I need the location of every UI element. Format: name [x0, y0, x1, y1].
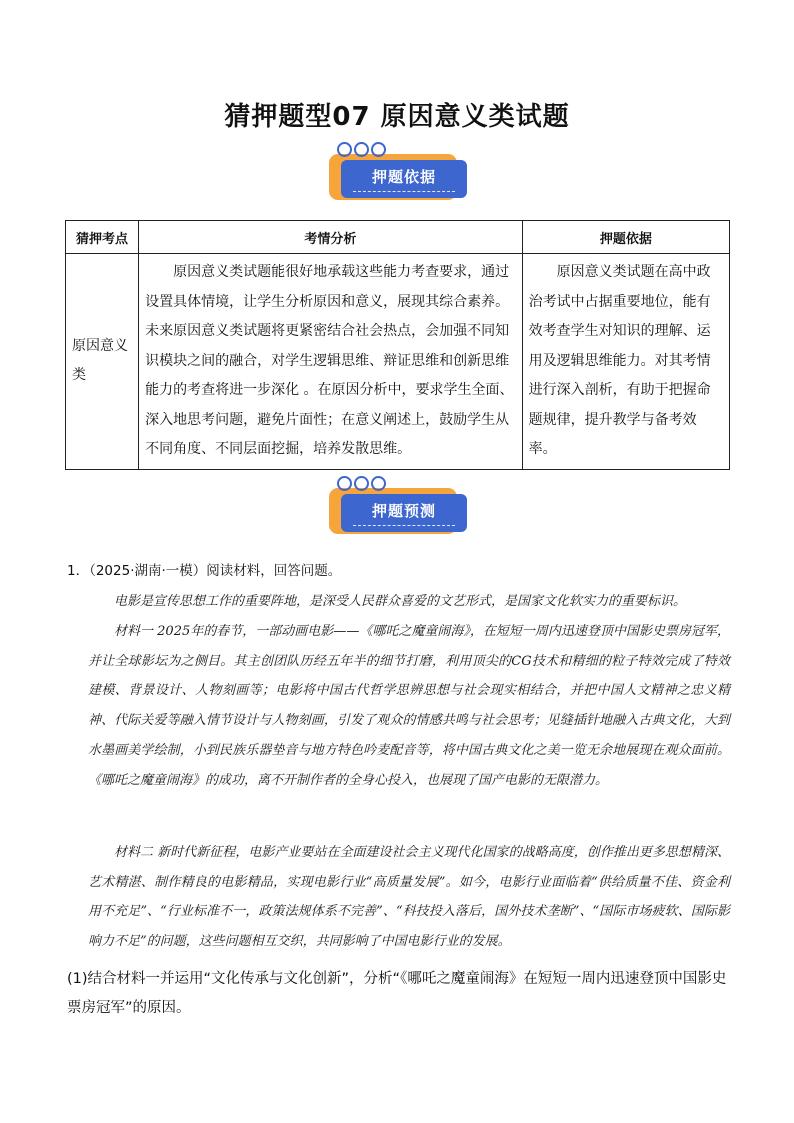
section-banner-basis: [327, 146, 467, 210]
ring-decoration-icon: [337, 476, 388, 495]
material-two: 材料二 新时代新征程，电影产业要站在全面建设社会主义现代化国家的战略高度，创作推出更多思想精深、艺术精湛、制作精良的电影精品，实现电影行业“高质量发展”。如今，电影行业面临着“供给质量不佳、资金利用不充足”、“行业标准不一，政策法规体系不完善”、“科技投入落后，国外技术垄断”、“国际市场疲软、国际影响力不足”的问题，这些问题相互交织，共同影响了中国电影行业的发展。: [88, 845, 730, 950]
cell-topic: 原因意义类: [66, 254, 139, 470]
header-analysis: 考情分析: [139, 221, 523, 254]
section-banner-prediction: [327, 480, 467, 544]
table-row: [66, 254, 730, 470]
cell-analysis: 原因意义类试题能很好地承载这些能力考查要求，通过设置具体情境，让学生分析原因和意义，展现其综合素养。未来原因意义类试题将更紧密结合社会热点，会加强不同知识模块之间的融合，对学生逻辑思维、辩证思维和创新思维能力的考查将进一步深化 。在原因分析中，要求学生全面、深入地思考问题，避免片面性；在意义阐述上，鼓励学生从不同角度、不同层面挖掘，培养发散思维。: [139, 254, 523, 470]
cell-basis: 原因意义类试题在高中政治考试中占据重要地位，能有效考查学生对知识的理解、运用及逻辑思维能力。对其考情进行深入剖析，有助于把握命题规律，提升教学与备考效率。: [522, 254, 729, 470]
exam-info-table: [65, 220, 730, 470]
material-one: 材料一 2025年的春节，一部动画电影——《哪吒之魔童闹海》，在短短一周内迅速登顶中国影史票房冠军，并让全球影坛为之侧目。其主创团队历经五年半的细节打磨，利用顶尖的CG技术和精细的粒子特效完成了特效建模、背景设计、人物刻画等；电影将中国古代哲学思辨思想与社会现实相结合，并把中国人文精神之忠义精神、代际关爱等融入情节设计与人物刻画，引发了观众的情感共鸣与社会思考；见缝插针地融入古典文化，大到水墨画美学绘制，小到民族乐器垫音与地方特色吟麦配音等，将中国古典文化之美一览无余地展现在观众面前。《哪吒之魔童闹海》的成功，离不开制作者的全身心投入，也展现了国产电影的无限潜力。: [88, 624, 730, 788]
question-intro: 电影是宣传思想工作的重要阵地，是深受人民群众喜爱的文艺形式，是国家文化软实力的重要标识。: [114, 594, 687, 609]
question-header: 1．（2025·湖南·一模）阅读材料，回答问题。: [67, 563, 342, 579]
table-header-row: [66, 221, 730, 254]
banner-label: 押题依据: [341, 160, 467, 198]
header-basis: 押题依据: [522, 221, 729, 254]
header-topic: 猜押考点: [66, 221, 139, 254]
banner-label: 押题预测: [341, 494, 467, 532]
page-title: 猜押题型07 原因意义类试题: [224, 102, 570, 132]
ring-decoration-icon: [337, 142, 388, 161]
sub-question-1: (1)结合材料一并运用“文化传承与文化创新”，分析“《哪吒之魔童闹海》在短短一周内迅速登顶中国影史票房冠军”的原因。: [67, 971, 727, 1016]
